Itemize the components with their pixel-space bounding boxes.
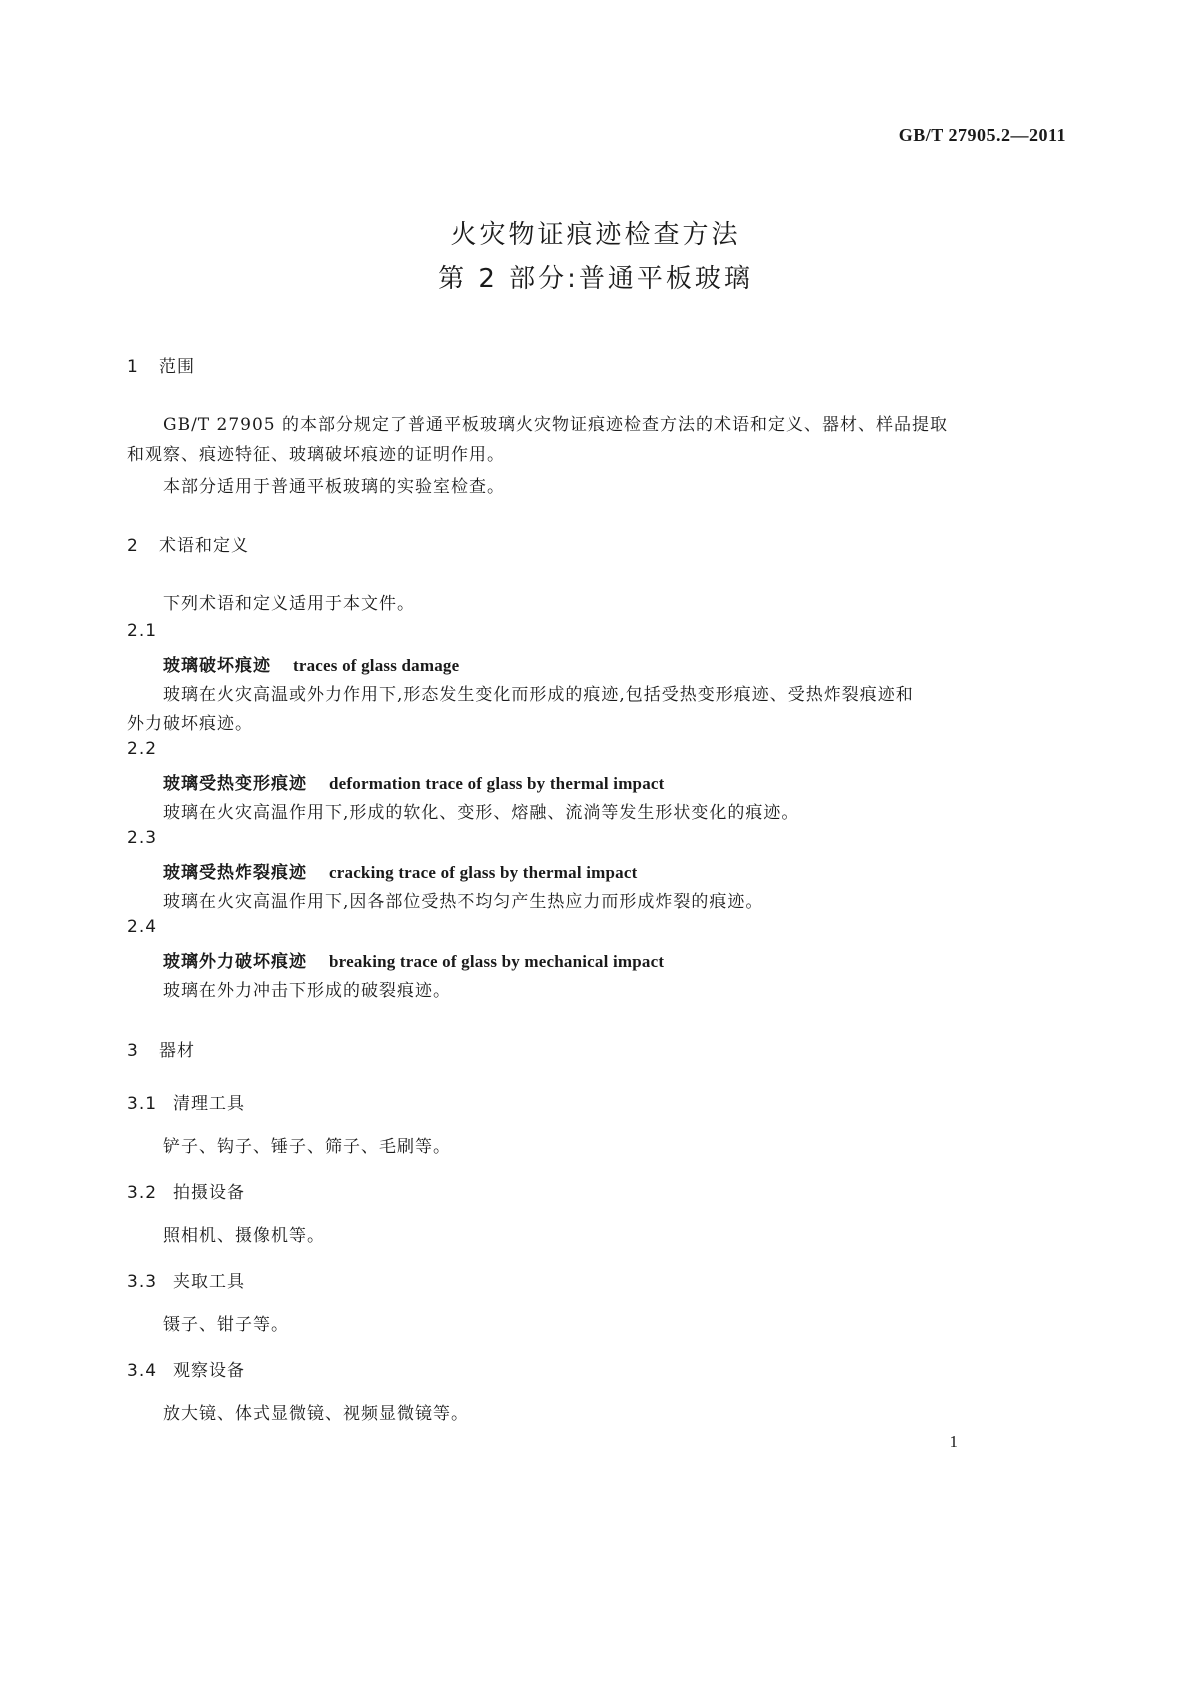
- document-subtitle: 第 2 部分:普通平板玻璃: [438, 264, 753, 294]
- section-1-heading: [127, 352, 195, 377]
- subsection-number: 3.2: [127, 1183, 158, 1203]
- section-title: 术语和定义: [159, 536, 249, 556]
- term-number: 2.1: [127, 621, 158, 641]
- subsection-number: 3.3: [127, 1272, 158, 1292]
- paragraph: 镊子、钳子等。: [163, 1315, 289, 1335]
- term-number: 2.3: [127, 828, 158, 848]
- term-definition: 玻璃在外力冲击下形成的破裂痕迹。: [163, 981, 451, 1001]
- paragraph: 放大镜、体式显微镜、视频显微镜等。: [163, 1404, 469, 1424]
- term-definition: 玻璃在火灾高温作用下,因各部位受热不均匀产生热应力而形成炸裂的痕迹。: [163, 892, 764, 912]
- paragraph: 下列术语和定义适用于本文件。: [163, 594, 415, 614]
- term-entry: [163, 651, 459, 676]
- paragraph: GB/T 27905 的本部分规定了普通平板玻璃火灾物证痕迹检查方法的术语和定义、器材、样品提取: [163, 415, 949, 435]
- subsection-number: 3.4: [127, 1361, 158, 1381]
- term-number: 2.2: [127, 739, 158, 759]
- subsection-3-2-heading: [127, 1178, 245, 1203]
- term-cn: 玻璃外力破坏痕迹: [163, 952, 307, 972]
- section-2-heading: [127, 531, 249, 556]
- subsection-title: 清理工具: [173, 1094, 245, 1114]
- section-number: 2: [127, 536, 139, 556]
- paragraph: 铲子、钩子、锤子、筛子、毛刷等。: [163, 1137, 451, 1157]
- subsection-title: 观察设备: [173, 1361, 245, 1381]
- subsection-title: 拍摄设备: [173, 1183, 245, 1203]
- subsection-3-1-heading: [127, 1089, 245, 1114]
- document-title: 火灾物证痕迹检查方法: [450, 220, 741, 250]
- paragraph: 照相机、摄像机等。: [163, 1226, 325, 1246]
- standard-number: GB/T 27905.2—2011: [898, 125, 1066, 145]
- term-definition: 玻璃在火灾高温或外力作用下,形态发生变化而形成的痕迹,包括受热变形痕迹、受热炸裂痕迹和: [163, 685, 914, 705]
- paragraph-continued: 和观察、痕迹特征、玻璃破坏痕迹的证明作用。: [127, 445, 505, 465]
- paragraph: 本部分适用于普通平板玻璃的实验室检查。: [163, 477, 505, 497]
- section-title: 器材: [159, 1041, 195, 1061]
- subsection-3-3-heading: [127, 1267, 245, 1292]
- subsection-3-4-heading: [127, 1356, 245, 1381]
- section-3-heading: [127, 1036, 195, 1061]
- term-definition-continued: 外力破坏痕迹。: [127, 714, 253, 734]
- term-en: deformation trace of glass by thermal impact: [329, 774, 665, 793]
- subsection-number: 3.1: [127, 1094, 158, 1114]
- term-entry: [163, 947, 664, 972]
- term-entry: [163, 858, 637, 883]
- term-entry: [163, 769, 665, 794]
- section-title: 范围: [159, 357, 195, 377]
- section-number: 1: [127, 357, 139, 377]
- term-en: traces of glass damage: [293, 656, 460, 675]
- term-cn: 玻璃破坏痕迹: [163, 656, 271, 676]
- subsection-title: 夹取工具: [173, 1272, 245, 1292]
- term-cn: 玻璃受热炸裂痕迹: [163, 863, 307, 883]
- section-number: 3: [127, 1041, 139, 1061]
- term-en: cracking trace of glass by thermal impact: [329, 863, 638, 882]
- term-definition: 玻璃在火灾高温作用下,形成的软化、变形、熔融、流淌等发生形状变化的痕迹。: [163, 803, 800, 823]
- page-number: 1: [949, 1432, 958, 1451]
- term-number: 2.4: [127, 917, 158, 937]
- term-cn: 玻璃受热变形痕迹: [163, 774, 307, 794]
- term-en: breaking trace of glass by mechanical impact: [329, 952, 665, 971]
